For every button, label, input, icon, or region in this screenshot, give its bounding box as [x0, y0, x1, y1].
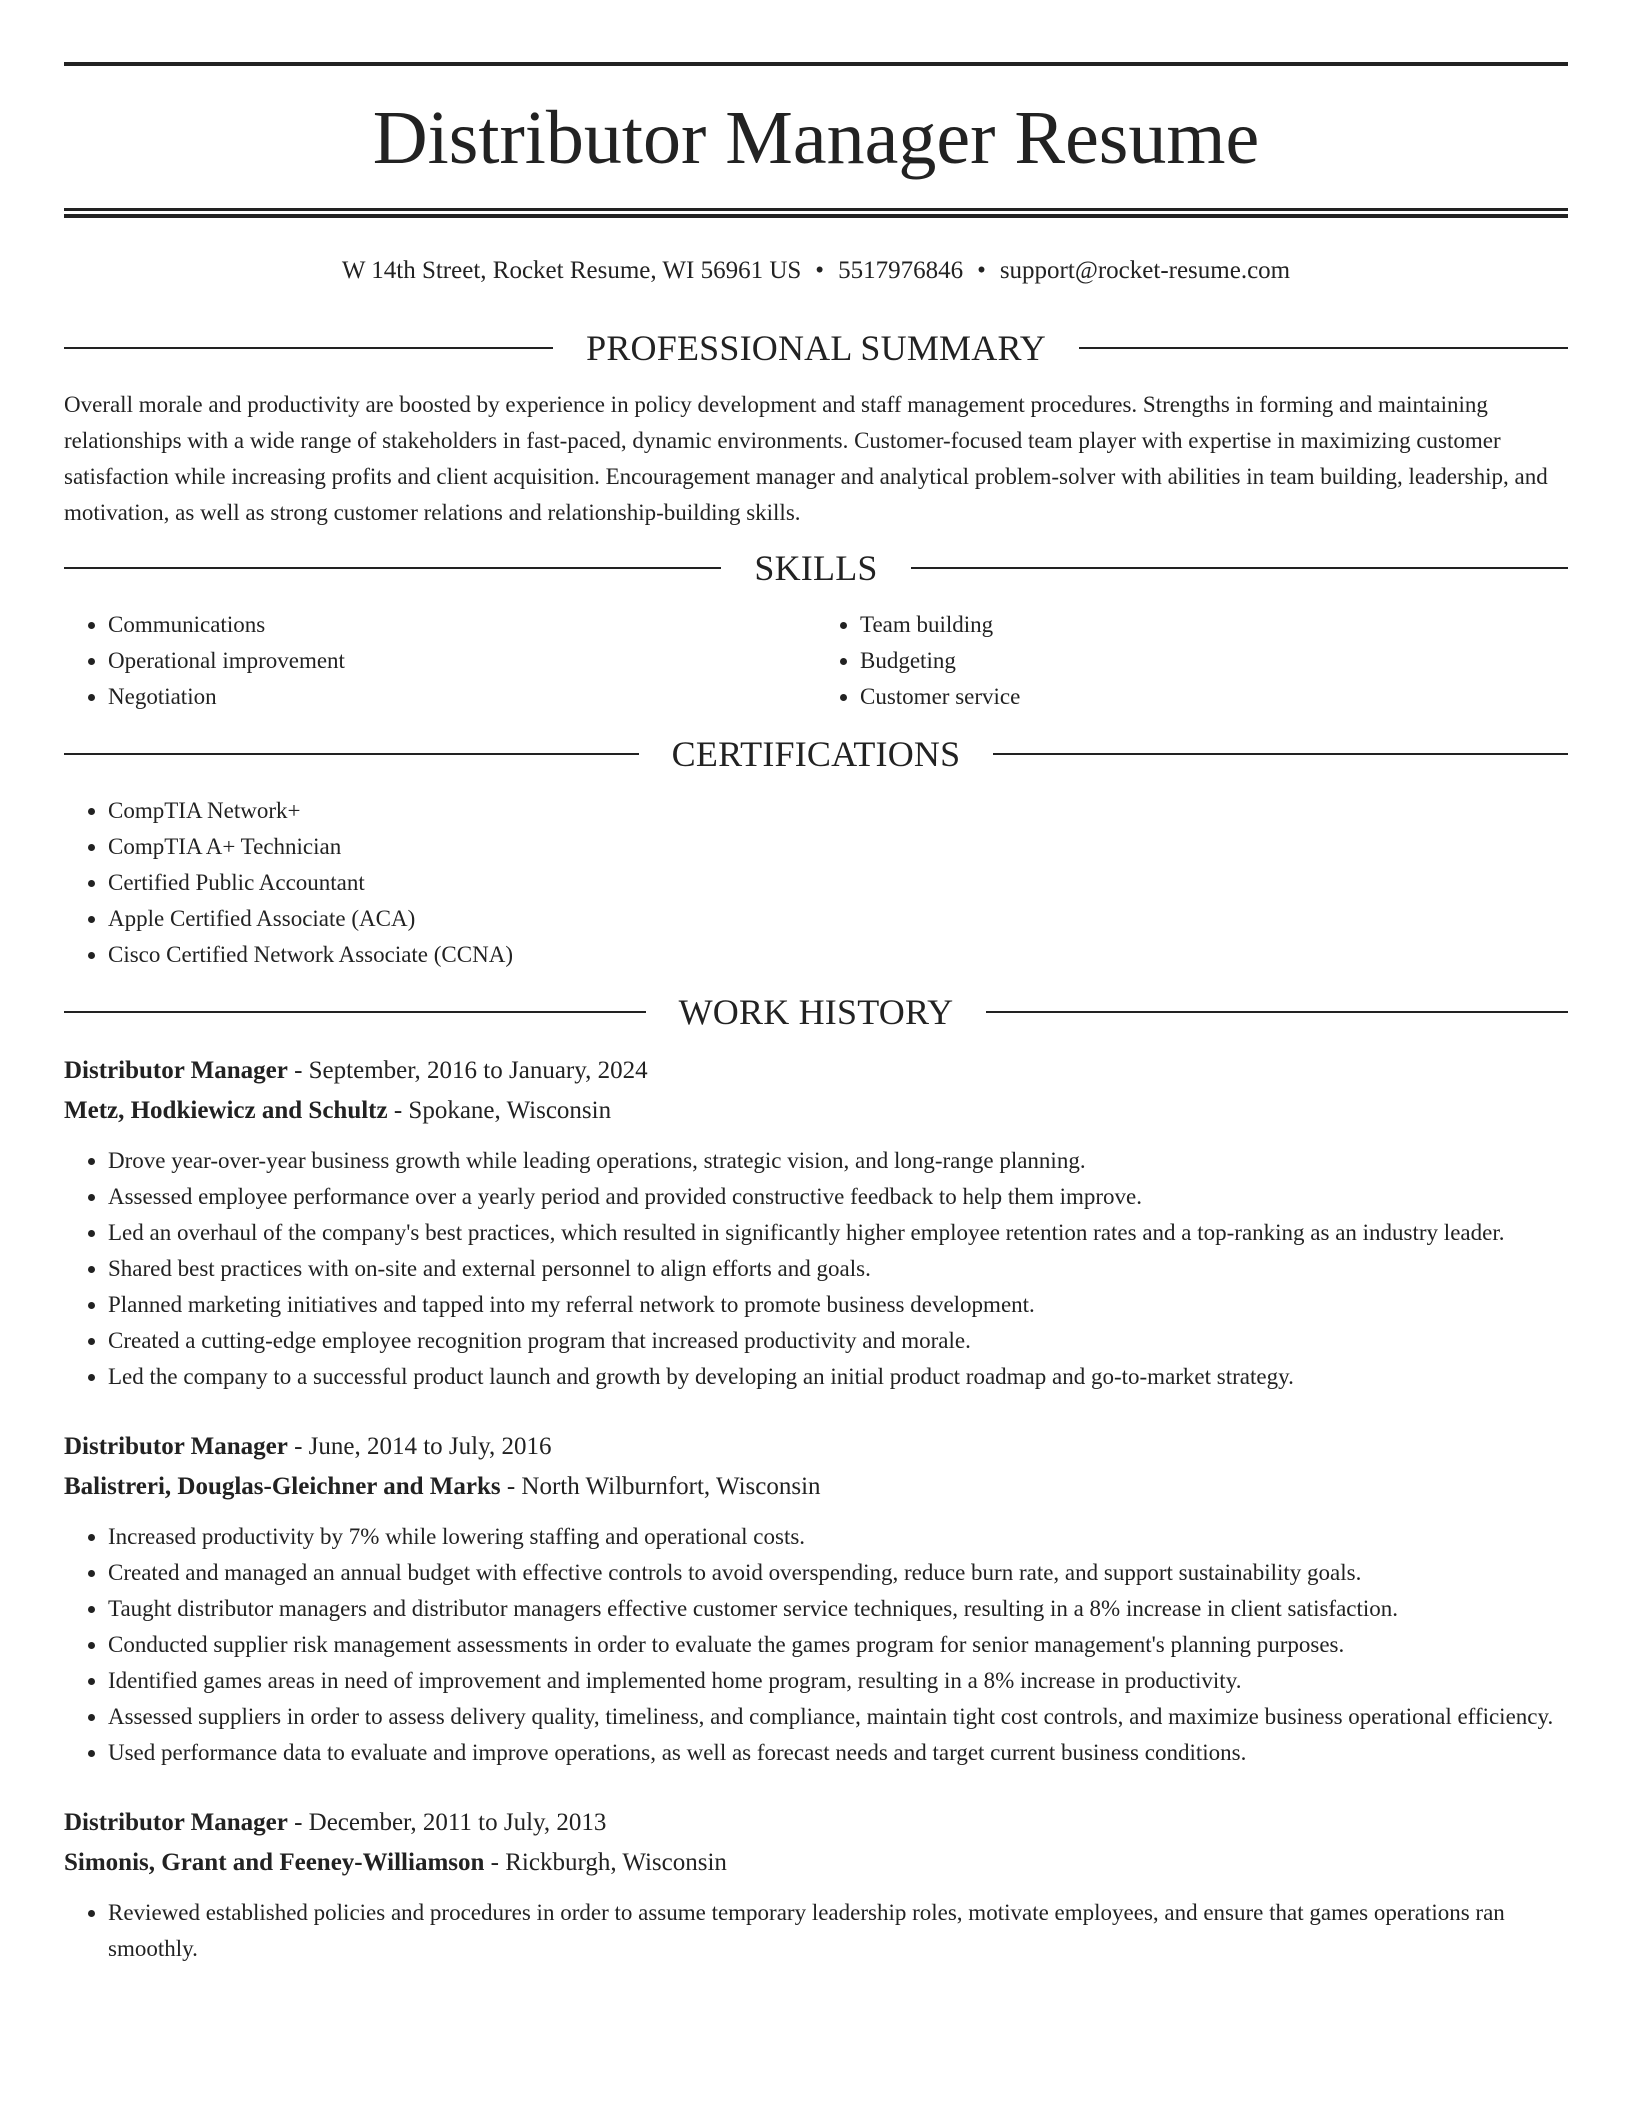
skill-item: • Negotiation — [108, 679, 816, 715]
contact-email[interactable]: support@rocket-resume.com — [999, 257, 1291, 284]
job-title-line — [64, 1427, 1568, 1467]
job-company: Simonis, Grant and Feeney-Williamson — [64, 1849, 485, 1876]
job-entry — [64, 1427, 1568, 1771]
job-entry — [64, 1051, 1568, 1395]
certifications-heading — [64, 736, 1568, 772]
job-title-line — [64, 1803, 1568, 1843]
heading-rule-left — [64, 753, 639, 755]
skills-heading — [64, 550, 1568, 586]
summary-text: Overall morale and productivity are boosted by experience in policy development and staff management procedures. Strengths in forming and maintaining relationships with a wide range of stakeholders in fast-paced, dynamic environments. Customer-focused team player with expertise in maximizing customer satisfaction while increasing profits and client acquisition. Encouragement manager and analytical problem-solver with abilities in team building, leadership, and motivation, as well as strong customer relations and relationship-building skills. — [64, 392, 1548, 525]
job-bullet: • Conducted supplier risk management assessments in order to evaluate the games program for senior management's planning purposes. — [108, 1627, 1568, 1663]
job-company: Metz, Hodkiewicz and Schultz — [64, 1097, 388, 1124]
title-double-rule — [64, 208, 1568, 218]
skills-column-right — [816, 607, 1568, 715]
heading-rule-left — [64, 1011, 646, 1013]
certification-item: • CompTIA A+ Technician — [108, 829, 1568, 865]
heading-rule-left — [64, 347, 553, 349]
job-dates: - September, 2016 to January, 2024 — [287, 1057, 648, 1084]
job-bullets — [64, 1519, 1568, 1771]
job-dates: - June, 2014 to July, 2016 — [287, 1433, 552, 1460]
job-bullet: • Assessed suppliers in order to assess delivery quality, timeliness, and compliance, maintain tight cost controls, and maximize business operational efficiency. — [108, 1699, 1568, 1735]
job-bullets — [64, 1895, 1568, 1967]
skill-item: • Communications — [108, 607, 816, 643]
job-bullet: • Used performance data to evaluate and improve operations, as well as forecast needs and target current business conditions. — [108, 1735, 1568, 1771]
contact-separator: • — [977, 257, 986, 284]
job-bullet: • Shared best practices with on-site and external personnel to align efforts and goals. — [108, 1251, 1568, 1287]
skill-item: • Budgeting — [860, 643, 1568, 679]
heading-rule-left — [64, 567, 721, 569]
work-history-heading-label: WORK HISTORY — [678, 992, 954, 1032]
work-history-heading — [64, 994, 1568, 1030]
job-title-line — [64, 1051, 1568, 1091]
resume-page — [64, 62, 1568, 1967]
job-company: Balistreri, Douglas-Gleichner and Marks — [64, 1473, 501, 1500]
certifications-list — [64, 793, 1568, 973]
skill-item: • Customer service — [860, 679, 1568, 715]
job-entry — [64, 1803, 1568, 1967]
skill-item: • Team building — [860, 607, 1568, 643]
certification-item: • Apple Certified Associate (ACA) — [108, 901, 1568, 937]
skills-list — [64, 607, 1568, 715]
job-dates: - December, 2011 to July, 2013 — [287, 1809, 607, 1836]
job-bullet: • Created a cutting-edge employee recognition program that increased productivity and morale. — [108, 1323, 1568, 1359]
job-title: Distributor Manager — [64, 1057, 288, 1084]
job-company-line — [64, 1467, 1568, 1507]
skills-column-left — [64, 607, 816, 715]
job-bullet: • Assessed employee performance over a yearly period and provided constructive feedback to help them improve. — [108, 1179, 1568, 1215]
contact-line — [64, 258, 1568, 283]
job-bullets — [64, 1143, 1568, 1395]
certification-item: • Certified Public Accountant — [108, 865, 1568, 901]
job-location: - Rickburgh, Wisconsin — [484, 1849, 727, 1876]
job-bullet: • Identified games areas in need of improvement and implemented home program, resulting in a 8% increase in productivity. — [108, 1663, 1568, 1699]
certification-item: • Cisco Certified Network Associate (CCNA) — [108, 937, 1568, 973]
job-company-line — [64, 1843, 1568, 1883]
job-bullet: • Led the company to a successful product launch and growth by developing an initial product roadmap and go-to-market strategy. — [108, 1359, 1568, 1395]
job-title: Distributor Manager — [64, 1809, 288, 1836]
summary-heading — [64, 330, 1568, 366]
job-bullet: • Created and managed an annual budget with effective controls to avoid overspending, reduce burn rate, and support sustainability goals. — [108, 1555, 1568, 1591]
certifications-heading-label: CERTIFICATIONS — [671, 734, 961, 774]
summary-heading-label: PROFESSIONAL SUMMARY — [586, 328, 1046, 368]
job-company-line — [64, 1091, 1568, 1131]
heading-rule-right — [1079, 347, 1568, 349]
job-bullet: • Planned marketing initiatives and tapped into my referral network to promote business development. — [108, 1287, 1568, 1323]
job-title: Distributor Manager — [64, 1433, 288, 1460]
skills-heading-label: SKILLS — [754, 548, 878, 588]
job-bullet: • Reviewed established policies and procedures in order to assume temporary leadership roles, motivate employees, and ensure that games operations ran smoothly. — [108, 1895, 1568, 1967]
job-bullet: • Taught distributor managers and distributor managers effective customer service techniques, resulting in a 8% increase in client satisfaction. — [108, 1591, 1568, 1627]
heading-rule-right — [911, 567, 1568, 569]
heading-rule-right — [986, 1011, 1568, 1013]
job-location: - Spokane, Wisconsin — [387, 1097, 612, 1124]
job-bullet: • Led an overhaul of the company's best practices, which resulted in significantly higher employee retention rates and a top-ranking as an industry leader. — [108, 1215, 1568, 1251]
page-title: Distributor Manager Resume — [372, 96, 1260, 180]
contact-address: W 14th Street, Rocket Resume, WI 56961 US — [341, 257, 802, 284]
contact-phone: 5517976846 — [838, 257, 964, 284]
certification-item: • CompTIA Network+ — [108, 793, 1568, 829]
contact-separator: • — [815, 257, 825, 284]
job-bullet: • Drove year-over-year business growth while leading operations, strategic vision, and long-range planning. — [108, 1143, 1568, 1179]
job-bullet: • Increased productivity by 7% while lowering staffing and operational costs. — [108, 1519, 1568, 1555]
skill-item: • Operational improvement — [108, 643, 816, 679]
heading-rule-right — [993, 753, 1568, 755]
job-location: - North Wilburnfort, Wisconsin — [500, 1473, 821, 1500]
